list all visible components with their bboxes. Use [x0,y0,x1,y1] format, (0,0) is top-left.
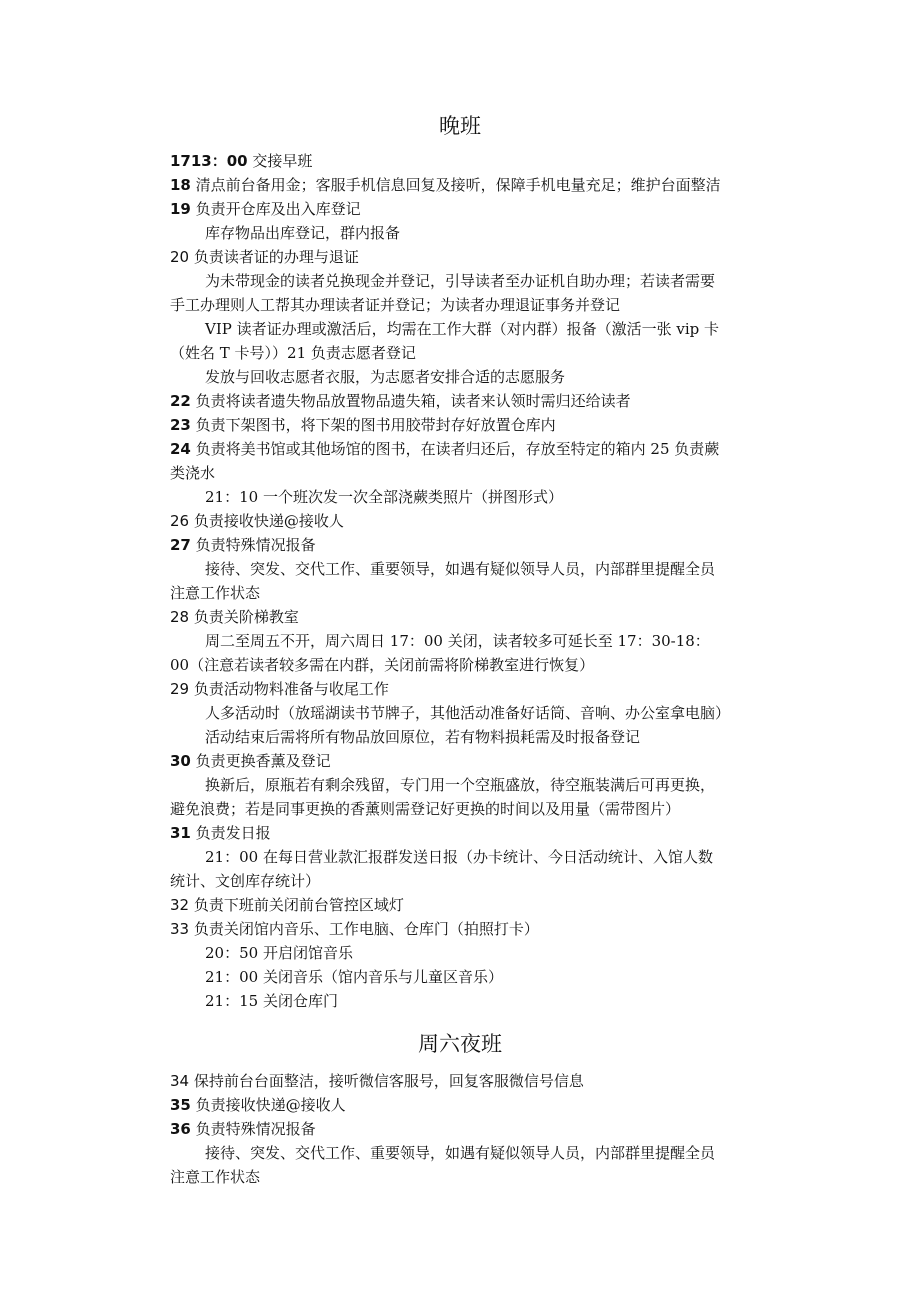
text-line [205,966,825,988]
text-line [205,486,825,508]
item-number: 32 [170,896,190,914]
text-line [205,558,825,580]
text-line [205,270,825,292]
item-number: 34 [170,1072,190,1090]
text-line [170,414,790,436]
item-text: 换新后，原瓶若有剩余残留，专门用一个空瓶盛放，待空瓶装满后可再更换， [205,776,716,794]
item-number: 28 [170,608,190,626]
item-text: （姓名 T 卡号））21 负责志愿者登记 [170,344,416,362]
text-line [170,438,790,460]
item-text: 负责接收快递@接收人 [190,1096,346,1114]
text-line [205,1142,825,1164]
text-line [170,918,790,940]
text-line [205,222,825,244]
text-line [170,894,790,916]
item-text: 21：00 关闭音乐（馆内音乐与儿童区音乐） [205,968,503,986]
text-line [170,582,790,604]
text-line [170,534,790,556]
item-number: 18 [170,176,191,194]
item-text: 负责下班前关闭前台管控区域灯 [189,896,404,914]
item-text: 负责关闭馆内音乐、工作电脑、仓库门（拍照打卡） [189,920,539,938]
text-line [170,246,790,268]
item-number: 22 [170,392,191,410]
item-text: 负责开仓库及出入库登记 [190,200,361,218]
item-text: 周二至周五不开，周六周日 17：00 关闭，读者较多可延长至 17：30-18： [205,632,710,650]
item-text: VIP 读者证办理或激活后，均需在工作大群（对内群）报备（激活一张 vip 卡 [205,320,720,338]
item-text: 负责活动物料准备与收尾工作 [189,680,389,698]
section-title-evening-shift: 晚班 [439,114,481,138]
item-text: 21：10 一个班次发一次全部浇蕨类照片（拼图形式） [205,488,563,506]
text-line [170,150,790,172]
item-number: 20 [170,248,190,266]
text-line [170,750,790,772]
text-line [170,678,790,700]
item-text: 负责接收快递@接收人 [189,512,344,530]
text-line [170,822,790,844]
text-line [170,174,790,196]
text-line [205,366,825,388]
text-line [170,198,790,220]
item-text: 库存物品出库登记，群内报备 [205,224,401,242]
text-line [170,1094,790,1116]
item-text: 20：50 开启闭馆音乐 [205,944,353,962]
item-text: 负责将美书馆或其他场馆的图书，在读者归还后，存放至特定的箱内 25 负责蕨 [190,440,720,458]
text-line [170,1118,790,1140]
text-line [170,390,790,412]
item-text: 类浇水 [170,464,216,482]
item-text: 人多活动时（放瑶湖读书节牌子，其他活动准备好话筒、音响、办公室拿电脑） [205,704,731,722]
text-line [170,462,790,484]
text-line [205,990,825,1012]
item-text: 手工办理则人工帮其办理读者证并登记；为读者办理退证事务并登记 [170,296,621,314]
item-text: 负责下架图书，将下架的图书用胶带封存好放置仓库内 [190,416,556,434]
text-line [170,606,790,628]
item-number: 36 [170,1120,191,1138]
item-text: 00（注意若读者较多需在内群，关闭前需将阶梯教室进行恢复） [170,656,595,674]
item-number: 1713：00 [170,152,248,170]
item-text: 交接早班 [247,152,313,170]
item-text: 负责特殊情况报备 [190,536,316,554]
text-line [205,774,825,796]
item-text: 负责更换香薰及登记 [190,752,331,770]
item-text: 负责特殊情况报备 [190,1120,316,1138]
item-number: 29 [170,680,190,698]
item-text: 清点前台备用金；客服手机信息回复及接听，保障手机电量充足；维护台面整洁 [190,176,721,194]
item-number: 24 [170,440,191,458]
item-text: 注意工作状态 [170,1168,261,1186]
text-line [170,294,790,316]
item-number: 23 [170,416,191,434]
text-line [170,798,790,820]
text-line [170,870,790,892]
item-number: 30 [170,752,191,770]
text-line [205,942,825,964]
item-text: 负责将读者遗失物品放置物品遗失箱，读者来认领时需归还给读者 [190,392,631,410]
item-number: 35 [170,1096,191,1114]
item-text: 避免浪费；若是同事更换的香薰则需登记好更换的时间以及用量（需带图片） [170,800,681,818]
item-text: 负责发日报 [190,824,271,842]
item-text: 保持前台台面整洁，接听微信客服号，回复客服微信号信息 [189,1072,584,1090]
item-text: 统计、文创库存统计） [170,872,321,890]
item-text: 发放与回收志愿者衣服，为志愿者安排合适的志愿服务 [205,368,566,386]
text-line [170,510,790,532]
item-text: 负责读者证的办理与退证 [189,248,359,266]
item-text: 接待、突发、交代工作、重要领导，如遇有疑似领导人员，内部群里提醒全员 [205,1144,716,1162]
text-line [170,342,790,364]
text-line [205,318,825,340]
text-line [205,726,825,748]
item-text: 活动结束后需将所有物品放回原位，若有物料损耗需及时报备登记 [205,728,641,746]
item-number: 26 [170,512,190,530]
item-text: 21：15 关闭仓库门 [205,992,338,1010]
item-text: 负责关阶梯教室 [189,608,299,626]
section-title-saturday-night-shift: 周六夜班 [418,1032,502,1056]
item-text: 21：00 在每日营业款汇报群发送日报（办卡统计、今日活动统计、入馆人数 [205,848,713,866]
item-number: 31 [170,824,191,842]
text-line [205,702,825,724]
text-line [170,1166,790,1188]
text-line [205,846,825,868]
item-text: 注意工作状态 [170,584,261,602]
text-line [170,654,790,676]
item-number: 19 [170,200,191,218]
item-number: 33 [170,920,190,938]
text-line [205,630,825,652]
item-number: 27 [170,536,191,554]
item-text: 接待、突发、交代工作、重要领导，如遇有疑似领导人员，内部群里提醒全员 [205,560,716,578]
item-text: 为未带现金的读者兑换现金并登记，引导读者至办证机自助办理；若读者需要 [205,272,716,290]
text-line [170,1070,790,1092]
